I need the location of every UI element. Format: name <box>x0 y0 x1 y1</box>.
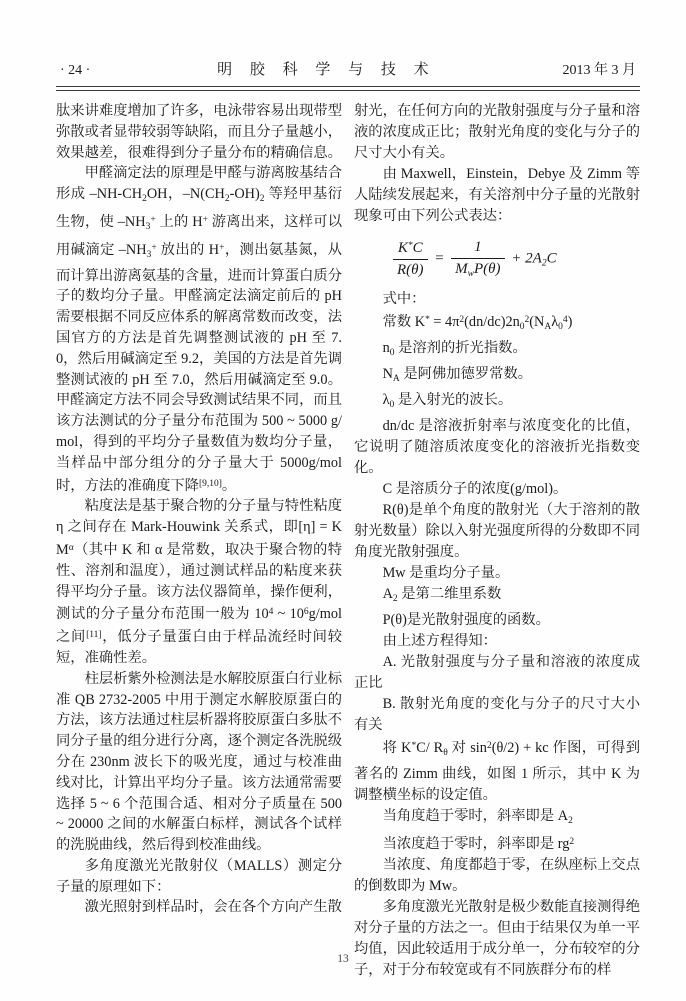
page-header <box>56 58 640 79</box>
text-run: + 2A <box>507 250 542 267</box>
paragraph <box>56 897 342 918</box>
text-run: 多角度激光光散射仪（MALLS）测定分子量的原理如下： <box>56 857 342 895</box>
text-run: 射光，在任何方向的光散射强度与分子量和溶液的浓度成正比；散射光角度的变化与分子的尺寸大小有关。 <box>354 103 640 161</box>
text-run-sup: + <box>219 242 225 253</box>
paragraph <box>354 610 640 631</box>
text-run-sup: + <box>150 214 156 225</box>
text-run-sub: w <box>467 269 474 279</box>
paragraph <box>354 289 640 310</box>
text-run-sup: α <box>68 542 74 553</box>
paragraph <box>354 364 640 390</box>
issue-date: 2013 年 3 月 <box>562 63 636 78</box>
text-run: C/ R <box>416 740 444 756</box>
text-run: 柱层析紫外检测法是水解胶原蛋白行业标准 QB 2732-2005 中用于测定水解胶原蛋白的方法，该方法通过柱层析器将胶原蛋白多肽不同分子量的组分进行分离，逐个测定各洗脱级分在 230nm 波长下的吸光度，通过与校准曲线对比，计算出平均分子量。该方法通常需要选择 5 ~ 6 个范围合适、相对分子质量在 500 ~ 20000 之间的水解蛋白标样，测试各个试样的洗脱曲线，然后得到校准曲线。 <box>56 670 342 854</box>
text-run: 当角度趋于零时，斜率即是 A <box>382 808 569 824</box>
text-run: 激光照射到样品时，会在各个方向产生散 <box>84 899 342 916</box>
text-run: (N <box>529 314 545 330</box>
text-run: 甲醛滴定法的原理是甲醛与游离胺基结合形成 –NH-CH <box>56 165 342 203</box>
text-run-sub: 2 <box>259 194 265 205</box>
paragraph <box>354 736 640 806</box>
text-run: 放出的 H <box>156 241 220 258</box>
paragraph <box>354 631 640 652</box>
text-run-sup: + <box>151 242 157 253</box>
equation <box>354 239 640 279</box>
text-run: Mw 是重均分子量。 <box>382 565 510 581</box>
text-run: λ <box>382 392 390 408</box>
text-run: λ <box>551 314 559 330</box>
paragraph <box>56 101 342 163</box>
text-run-sub: 2 <box>224 194 230 205</box>
paragraph <box>354 563 640 584</box>
text-run-sub: 2 <box>142 194 147 205</box>
text-run: C 是溶质分子的浓度(g/mol)。 <box>382 481 568 497</box>
paragraph <box>354 479 640 500</box>
text-run-sub: 0 <box>558 322 563 332</box>
text-run-sup: 4 <box>268 607 274 618</box>
text-run: ，测出氨基氮，从而计算出游离氨基的含量，进而计算蛋白质分子的数均分子量。甲醛滴定法滴定前后的 pH 需要根据不同反应体系的解离常数而改变，法国官方的方法是首先调整测试液的 pH 至 7.0，然后用碱滴定至 9.2，美国的方法是首先调整测试液的 pH 至 7.0，然后用碱滴定至 9.0。甲醛滴定方法不同会导致测试结果不同，而且该方法测试的分子量分布范围为 500 ~ 5000 g/mol，得到的平均分子量数值为数均分子量，当样品中部分组分的分子量大于 5000g/mol 时，方法的准确度下降 <box>56 241 343 494</box>
text-run: (θ/2) + kc 作图，可得到著名的 Zimm 曲线，如图 1 所示，其中 K 为调整横坐标的设定值。 <box>354 740 640 803</box>
text-run: (dn/dc)2n <box>464 314 520 330</box>
text-run: 是第二维里系数 <box>397 586 502 602</box>
text-run: 游离出来，这样可以用碱滴定 –NH <box>56 213 343 258</box>
page-footer <box>0 953 686 965</box>
fraction-denominator <box>393 260 428 279</box>
text-run: K <box>397 239 408 256</box>
paragraph <box>354 832 640 855</box>
fraction-numerator <box>393 240 428 260</box>
text-run: ) <box>567 314 573 330</box>
text-run: P(θ) <box>474 261 501 277</box>
paragraph <box>354 416 640 479</box>
text-run-sub: 2 <box>392 594 398 604</box>
text-run-sup: [9,10] <box>198 478 222 489</box>
text-run: 是溶剂的折光指数。 <box>394 340 527 356</box>
text-run: ~ 10 <box>273 606 304 623</box>
text-run: A. 光散射强度与分子量和溶液的浓度成正比 <box>354 654 640 691</box>
text-run: OH，–N(CH <box>146 186 225 203</box>
paragraph <box>354 390 640 416</box>
text-run: （其中 K 和 α 是常数，取决于聚合物的特性、溶剂和温度），通过测试样品的粘度来获得平均分子量。该方法仪器简单，操作便利，测试的分子量分布范围一般为 10 <box>56 541 342 623</box>
right-column <box>354 101 640 981</box>
text-run-sub: θ <box>443 748 448 758</box>
page-number-label: · 24 · <box>60 63 91 78</box>
text-run: 1 <box>474 239 482 255</box>
text-run: 由 Maxwell，Einstein，Debye 及 Zimm 等人陆续发展起来，有关溶剂中分子量的光散射现象可由下列公式表达： <box>354 166 640 224</box>
text-run-sup: 2 <box>569 837 575 847</box>
paragraph <box>354 652 640 694</box>
paragraph <box>56 163 342 496</box>
text-run-sub: A <box>392 374 400 384</box>
paragraph <box>354 101 640 164</box>
text-run-sub: 3 <box>145 221 151 232</box>
text-run-sup: * <box>411 741 417 751</box>
text-run: ，低分子量蛋白由于样品流经时间较短，准确性差。 <box>56 629 343 666</box>
paragraph <box>354 694 640 736</box>
text-run-sup: * <box>407 240 413 251</box>
fraction-denominator <box>451 259 504 279</box>
text-run: 由上述方程得知： <box>382 633 497 649</box>
text-run: g/mol 之间 <box>56 606 343 646</box>
text-run: 对 sin <box>447 740 487 756</box>
text-run: R(θ)是单个角度的散射光（大于溶剂的散射光数量）除以入射光强度所得的分数即不同角度光散射强度。 <box>354 502 640 560</box>
text-run: 是入射光的波长。 <box>394 392 513 408</box>
text-run: 粘度法是基于聚合物的分子量与特性粘度 η 之间存在 Mark-Houwink 关系式，即[η] = KM <box>56 498 342 558</box>
text-run-sub: 2 <box>541 258 547 269</box>
text-run-sup: 2 <box>524 315 530 325</box>
fraction-numerator <box>451 239 504 259</box>
text-run: B. 散射光角度的变化与分子的尺寸大小有关 <box>354 696 640 733</box>
fraction <box>451 239 504 279</box>
text-run-sup: 6 <box>303 607 309 618</box>
paragraph <box>354 338 640 364</box>
folio-number: 13 <box>337 953 349 965</box>
text-run: 式中： <box>382 291 426 307</box>
paragraph <box>56 669 342 856</box>
text-run: 当浓度趋于零时，斜率即是 rg <box>382 836 570 852</box>
text-run: 当浓度、角度都趋于零，在纵座标上交点的倒数即为 Mw。 <box>354 857 640 894</box>
text-run: P(θ)是光散射强度的函数。 <box>382 612 550 628</box>
text-run: 上的 H <box>155 213 203 230</box>
text-run-sup: 2 <box>486 741 492 751</box>
paragraph <box>354 500 640 563</box>
paragraph <box>354 164 640 227</box>
text-run-sub: 0 <box>389 400 395 410</box>
text-run-sub: A <box>544 322 552 332</box>
text-run: 等羟甲基衍生物，使 –NH <box>56 186 343 230</box>
left-column <box>56 101 342 981</box>
text-run: = <box>430 250 449 267</box>
text-run: A <box>382 586 393 602</box>
fraction <box>393 240 428 279</box>
text-run-sub: 0 <box>389 348 395 358</box>
text-run: 肽来讲难度增加了许多，电泳带容易出现带型弥散或者显带较弱等缺陷，而且分子量越小，效果越差，很难得到分子量分布的精确信息。 <box>56 103 342 161</box>
text-run-sup: 4 <box>562 315 568 325</box>
header-double-rule <box>56 86 640 91</box>
text-run: 。 <box>221 477 237 494</box>
text-run: R(θ) <box>397 261 424 278</box>
paragraph <box>354 584 640 610</box>
text-run: C <box>546 250 557 267</box>
journal-title: 明 胶 科 学 与 技 术 <box>217 62 436 78</box>
paragraph <box>56 856 342 898</box>
text-run-sub: 0 <box>519 322 525 332</box>
paragraph <box>354 897 640 981</box>
text-run: N <box>382 366 393 382</box>
article-body <box>56 101 640 981</box>
text-run: 将 K <box>382 740 412 756</box>
text-run: dn/dc 是溶液折射率与浓度变化的比值，它说明了随溶质浓度变化的溶液折光指数变化。 <box>354 418 640 476</box>
text-run-sup: 2 <box>459 315 465 325</box>
paragraph <box>56 496 342 668</box>
text-run-sup: [11] <box>86 630 102 641</box>
text-run-sub: 3 <box>146 249 152 260</box>
text-run-sup: * <box>425 315 430 325</box>
text-run: -OH) <box>229 186 260 203</box>
text-run-sub: 2 <box>568 816 573 826</box>
text-run: 常数 K <box>382 314 426 330</box>
paragraph <box>354 806 640 832</box>
text-run: M <box>455 261 468 277</box>
text-run-sup: + <box>202 214 208 225</box>
text-run: C <box>412 239 423 256</box>
paragraph <box>354 310 640 338</box>
text-run: = 4π <box>429 314 460 330</box>
text-run: 是阿佛加德罗常数。 <box>399 366 533 382</box>
paragraph <box>354 855 640 897</box>
text-run: n <box>382 340 390 356</box>
text-run: 多角度激光光散射是极少数能直接测得绝对分子量的方法之一。但由于结果仅为单一平均值，因此较适用于成分单一，分布较窄的分子，对于分布较宽或有不同族群分布的样 <box>354 899 640 978</box>
